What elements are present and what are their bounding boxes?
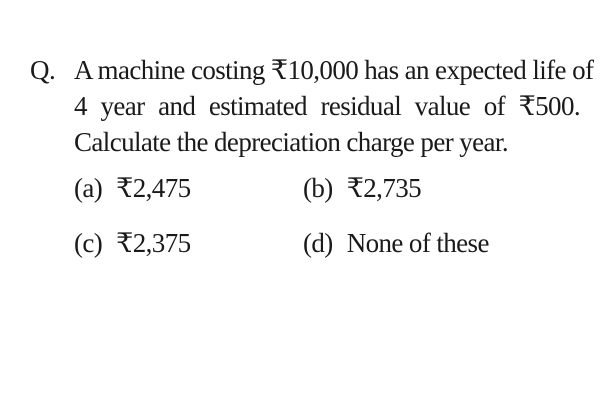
option-text: ₹2,375 [116,228,191,258]
option-letter: (a) [74,173,103,203]
option-text: None of these [346,228,489,258]
option-text: ₹2,475 [116,173,191,203]
option-letter: (c) [74,228,103,258]
option-c[interactable] [74,225,191,261]
question-line: 4 year and estimated residual value of ₹500. [74,91,580,121]
option-letter: (b) [303,173,333,203]
option-b[interactable] [303,170,421,206]
question-line: A machine costing ₹10,000 has an expected life of [74,55,594,85]
question-text [74,52,594,160]
question-line: Calculate the depreciation charge per year. [74,127,508,157]
option-a[interactable] [74,170,191,206]
option-text: ₹2,735 [346,173,422,203]
option-d[interactable] [303,225,489,261]
question-label: Q. [30,55,56,85]
option-letter: (d) [303,228,333,258]
